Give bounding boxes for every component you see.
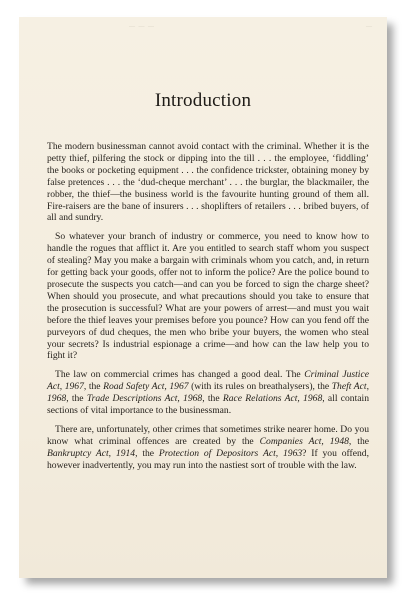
act-title: Protection of Depositors Act, 1963 bbox=[158, 447, 303, 459]
paragraph-3 bbox=[47, 369, 369, 417]
text-run: There are, unfortunately, other crimes that sometimes strike nearer home. Do you know what criminal offences are created by the bbox=[47, 423, 369, 447]
text-run: The modern businessman cannot avoid contact with the criminal. Whether it is the petty thief, pilfering the stock or dipping into the till . . . the employee, ‘fiddling’ the books or pocketing equipment . . . the confidence trickster, obtaining money by false pretences . . . the ‘dud-cheque merchant’ . . . the burglar, the blackmailer, the robber, the thief—the business world is the favourite hunting ground of them all. Fire-raisers are the bane of insurers . . . shoplifters of retailers . . . bribed buyers, of all and sundry. bbox=[47, 141, 369, 224]
act-title: Race Relations Act, 1968 bbox=[222, 393, 323, 405]
paragraph-2 bbox=[47, 231, 369, 362]
act-title: Criminal Justice Act, 1967 bbox=[47, 369, 369, 393]
book-page bbox=[19, 17, 387, 578]
act-title: Road Safety Act, 1967 bbox=[103, 381, 189, 393]
text-run: ? If you offend, however inadvertently, you may run into the nastiest sort of trouble with the law. bbox=[47, 447, 369, 471]
show-through-left: — — — bbox=[129, 24, 155, 30]
text-run: , the bbox=[348, 435, 369, 447]
text-run: , the bbox=[202, 393, 223, 405]
body-text bbox=[47, 141, 369, 479]
act-title: Trade Descriptions Act, 1968 bbox=[86, 393, 203, 405]
act-title: Theft Act, 1968 bbox=[47, 381, 369, 405]
text-run: (with its rules on breathalysers), the bbox=[188, 381, 332, 393]
text-run: So whatever your branch of industry or commerce, you need to know how to handle the rogues that afflict it. Are you entitled to search staff whom you suspect of stealing? May you make a bargain with criminals whom you catch, and, in return for getting back your goods, offer not to inform the police? Are the police bound to prosecute the suspects you catch—and can you be forced to sign the charge sheet? When should you prosecute, and what precautions should you take to ensure that the prosecution is successful? What are your powers of arrest—and must you wait before the thief leaves your premises before you pounce? How can you fend off the purveyors of dud cheques, the men who bribe your buyers, the women who steal your secrets? Is industrial espionage a crime—and how can the law help you to fight it? bbox=[47, 231, 369, 362]
act-title: Companies Act, 1948 bbox=[259, 435, 349, 447]
show-through-header bbox=[19, 20, 387, 38]
show-through-right: — bbox=[366, 24, 373, 30]
text-run: , the bbox=[135, 447, 159, 459]
text-run: The law on commercial crimes has changed a good deal. The bbox=[55, 369, 305, 381]
paragraph-1 bbox=[47, 141, 369, 224]
page-title: Introduction bbox=[154, 90, 252, 111]
text-run: , the bbox=[83, 381, 104, 393]
act-title: Bankruptcy Act, 1914 bbox=[47, 447, 136, 459]
paragraph-4 bbox=[47, 424, 369, 472]
text-run: , the bbox=[66, 393, 87, 405]
text-run: , all contain sections of vital importance to the businessman. bbox=[47, 393, 369, 417]
